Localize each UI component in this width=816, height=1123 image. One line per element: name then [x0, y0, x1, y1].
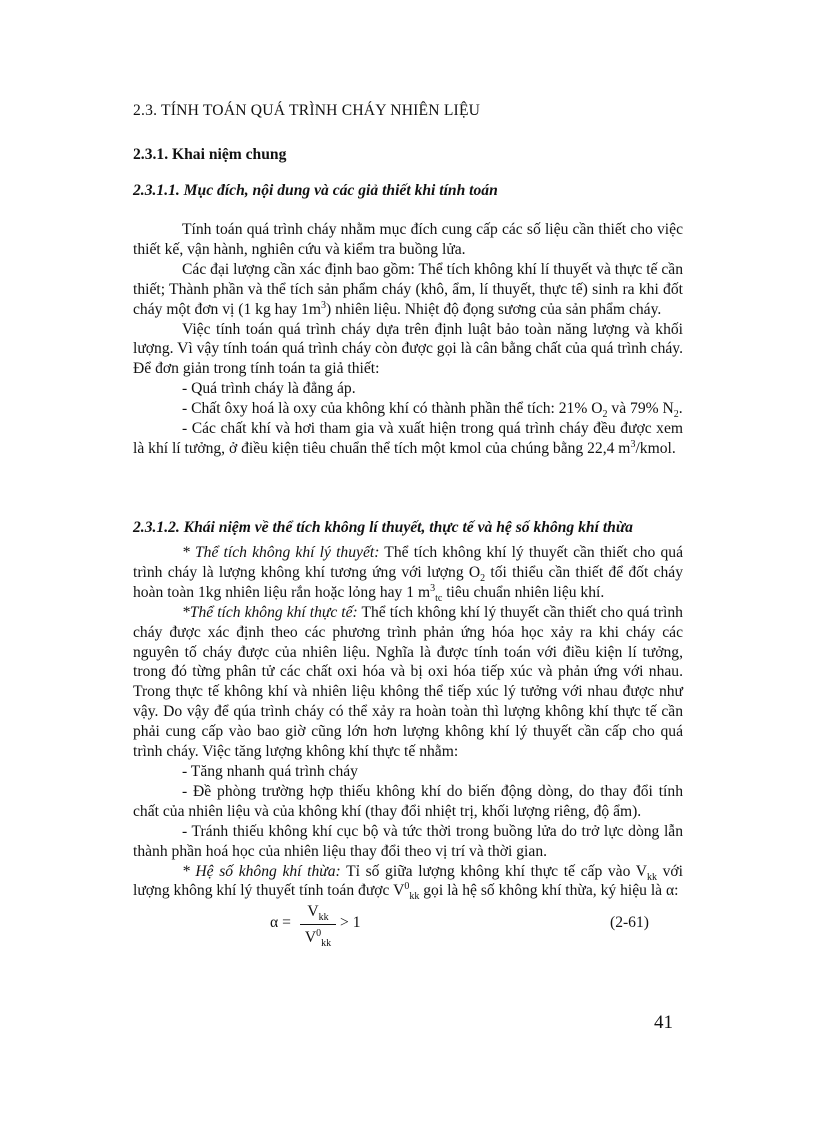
equation-excess-air [270, 898, 690, 964]
sub-subsection-title-2: 2.3.1.2. Khái niệm về thể tích không lí thuyết, thực tế và hệ số không khí thừa [133, 519, 633, 536]
sub-subsection-title-1: 2.3.1.1. Mục đích, nội dung và các giả thiết khi tính toán [133, 182, 498, 199]
paragraph-excess-air: * Hệ số không khí thừa: Tỉ số giữa lượng không khí thực tế cấp vào $V_{kk}$ với lượng không khí lý thuyết tính toán được $V^0_{kk}$ gọi là hệ số không khí thừa, ký hiệu là α: [133, 862, 683, 903]
section-title: 2.3. TÍNH TOÁN QUÁ TRÌNH CHÁY NHIÊN LIỆU [133, 102, 481, 119]
equation-number: (2-61) [610, 914, 649, 931]
page-number: 41 [654, 1012, 673, 1033]
section-body-2 [133, 543, 683, 901]
equation-fraction [300, 902, 336, 949]
reason-variation: - Đề phòng trường hợp thiếu không khí do biến động dòng, do thay đổi tính chất của nhiên liệu và của không khí (thay đổi nhiệt trị, khối lượng riêng, độ ẩm). [133, 782, 683, 820]
paragraph-principle: Việc tính toán quá trình cháy dựa trên định luật bảo toàn năng lượng và khối lượng. Vì vậy tính toán quá trình cháy còn được gọi là cân bằng chất của quá trình cháy. Để đơn giản trong tính toán ta giả thiết: [133, 320, 683, 378]
equation-denominator: $V^0_{kk}$ [304, 927, 332, 950]
paragraph-theoretical-air: * Thể tích không khí lý thuyết: Thể tích không khí lý thuyết cần thiết cho quá trình cháy là lượng không khí tương ứng với lượng $O_2$ tối thiểu cần thiết để đốt cháy hoàn toàn 1kg nhiên liệu rắn hoặc lỏng hay 1 $m^3_{tc}$ tiêu chuẩn nhiên liệu khí. [133, 544, 684, 604]
equation-numerator: $V_{kk}$ [300, 902, 336, 925]
assumption-isobaric: - Quá trình cháy là đẳng áp. [182, 380, 356, 398]
assumption-oxidizer: - Chất ôxy hoá là oxy của không khí có thành phần thể tích: 21% $O_2$ và 79% $N_2$. [182, 400, 683, 421]
reason-speed: - Tăng nhanh quá trình cháy [182, 762, 358, 780]
section-body-1 [133, 220, 683, 459]
equation-lhs: α = [270, 914, 291, 931]
paragraph-actual-air: *Thể tích không khí thực tế: Thể tích không khí lý thuyết cần thiết cho quá trình cháy được xác định theo các phương trình phản ứng hóa học xảy ra khi cháy các nguyên tố cháy được của nhiên liệu. Nghĩa là được tính toán với điều kiện lí tưởng, trong đó từng phân tử các chất oxi hóa và bị oxi hóa tiếp xúc và phản ứng với nhau. Trong thực tế không khí và nhiên liệu không thể tiếp xúc lý tưởng với nhau được như vậy. Do vậy để qúa trình cháy có thể xảy ra hoàn toàn thì lượng không khí thực tế cần phải cung cấp vào bao giờ cũng lớn hơn lượng không khí lý thuyết cần cấp cho quá trình cháy. Việc tăng lượng không khí thực tế nhằm: [133, 603, 683, 761]
paragraph-purpose: Tính toán quá trình cháy nhằm mục đích cung cấp các số liệu cần thiết cho việc thiết kế, vận hành, nghiên cứu và kiểm tra buồng lửa. [133, 221, 683, 258]
equation-rhs: > 1 [340, 914, 361, 931]
subsection-title: 2.3.1. Khai niệm chung [133, 146, 287, 163]
reason-local-shortage: - Tránh thiếu không khí cục bộ và tức thời trong buồng lửa do trở lực dòng lẫn thành phần hoá học của nhiên liệu thay đổi theo vị trí và thời gian. [133, 822, 683, 860]
paragraph-quantities: Các đại lượng cần xác định bao gồm: Thể tích không khí lí thuyết và thực tế cần thiết; Thành phần và thể tích sản phẩm cháy (khô, ẩm, lí thuyết, thực tế) sinh ra khi đốt cháy một đơn vị (1 kg hay $1m^3$) nhiên liệu. Nhiệt độ đọng sương của sản phẩm cháy. [133, 260, 683, 318]
assumption-ideal-gas: - Các chất khí và hơi tham gia và xuất hiện trong quá trình cháy đều được xem là khí lí tưởng, ở điều kiện tiêu chuẩn thể tích một kmol của chúng bằng 22,4 $m^3$/kmol. [133, 420, 683, 457]
